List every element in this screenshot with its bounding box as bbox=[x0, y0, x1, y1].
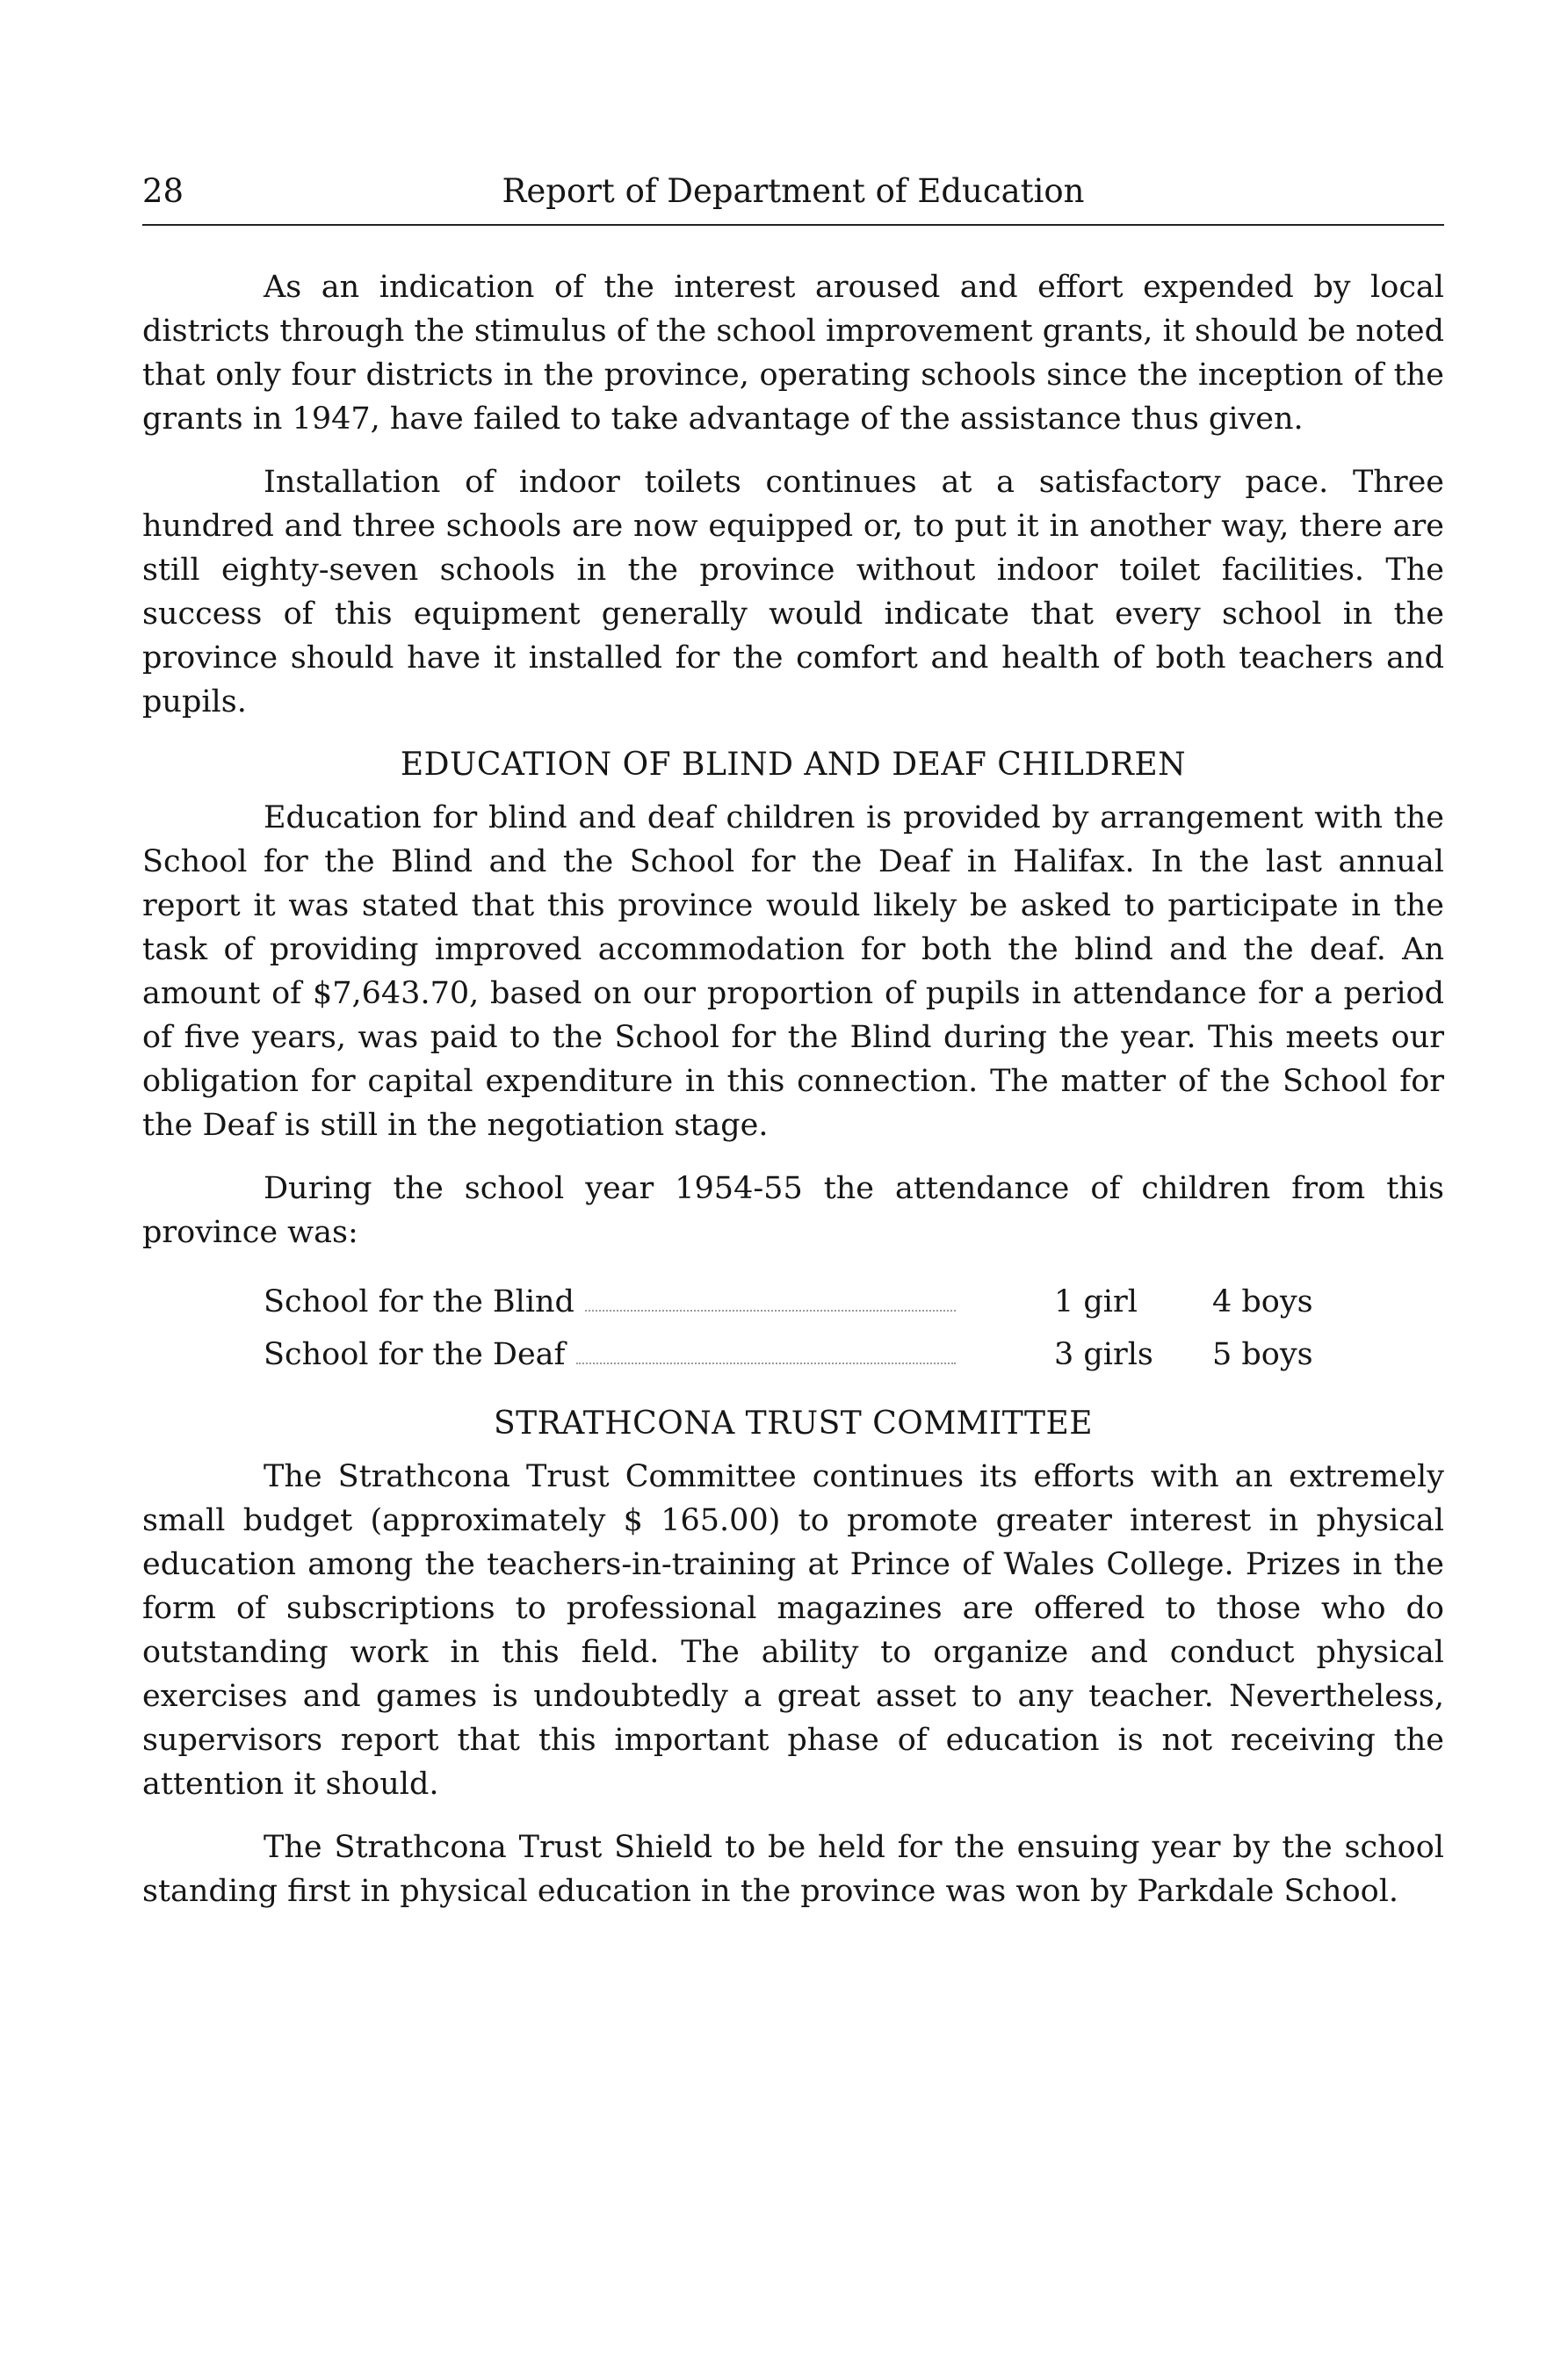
girls-count: 3 girls bbox=[1054, 1337, 1153, 1372]
attendance-table bbox=[264, 1276, 1344, 1381]
paragraph-blind-deaf-education: Education for blind and deaf children is provided by arrangement with the School for the Blind and the School for the Deaf in Halifax. In the last annual report it was stated that this province would likely be asked to participate in the task of providing improved accommodation for both the blind and the deaf. An amount of $7,643.70, based on our proportion of pupils in attendance for a period of five years, was paid to the School for the Blind during the year. This meets our obligation for capital expenditure in this connection. The matter of the School for the Deaf is still in the negotiation stage. bbox=[142, 800, 1444, 1143]
header-rule bbox=[142, 224, 1444, 226]
table-row bbox=[264, 1276, 1344, 1328]
boys-count: 5 boys bbox=[1212, 1337, 1313, 1372]
paragraph-district-grants: As an indication of the interest aroused and effort expended by local districts through the stimulus of the school improvement grants, it should be noted that only four districts in the province, operating schools since the inception of the grants in 1947, have failed to take advantage of the assistance thus given. bbox=[142, 270, 1444, 437]
girls-count: 1 girl bbox=[1054, 1284, 1138, 1319]
school-name: School for the Deaf bbox=[264, 1337, 566, 1372]
table-row bbox=[264, 1328, 1344, 1381]
page-header bbox=[142, 172, 1444, 211]
paragraph-strathcona-budget: The Strathcona Trust Committee continues its efforts with an extremely small budget (approximately $ 165.00) to promote greater interest in physical education among the teachers-in-training at Prince of Wales College. Prizes in the form of subscriptions to professional magazines are offered to those who do outstanding work in this field. The ability to organize and conduct physical exercises and games is undoubtedly a great asset to any teacher. Nevertheless, supervisors report that this important phase of education is not receiving the attention it should. bbox=[142, 1459, 1444, 1802]
boys-count: 4 boys bbox=[1212, 1284, 1313, 1319]
heading-blind-deaf: EDUCATION OF BLIND AND DEAF CHILDREN bbox=[400, 747, 1187, 783]
dot-leader bbox=[585, 1309, 956, 1312]
running-title: Report of Department of Education bbox=[502, 172, 1085, 210]
paragraph-attendance-intro: During the school year 1954-55 the attendance of children from this province was: bbox=[142, 1171, 1444, 1250]
body-text bbox=[142, 265, 1444, 1913]
school-name: School for the Blind bbox=[264, 1284, 574, 1319]
dot-leader bbox=[576, 1362, 956, 1364]
paragraph-strathcona-shield: The Strathcona Trust Shield to be held for the ensuing year by the school standing first in physical education in the province was won by Parkdale School. bbox=[142, 1830, 1444, 1909]
paragraph-indoor-toilets: Installation of indoor toilets continues at a satisfactory pace. Three hundred and three schools are now equipped or, to put it in another way, there are still eighty-seven schools in the province without indoor toilet facilities. The success of this equipment generally would indicate that every school in the province should have it installed for the comfort and health of both teachers and pupils. bbox=[142, 465, 1444, 719]
heading-strathcona: STRATHCONA TRUST COMMITTEE bbox=[493, 1406, 1094, 1442]
page-number: 28 bbox=[142, 172, 184, 210]
